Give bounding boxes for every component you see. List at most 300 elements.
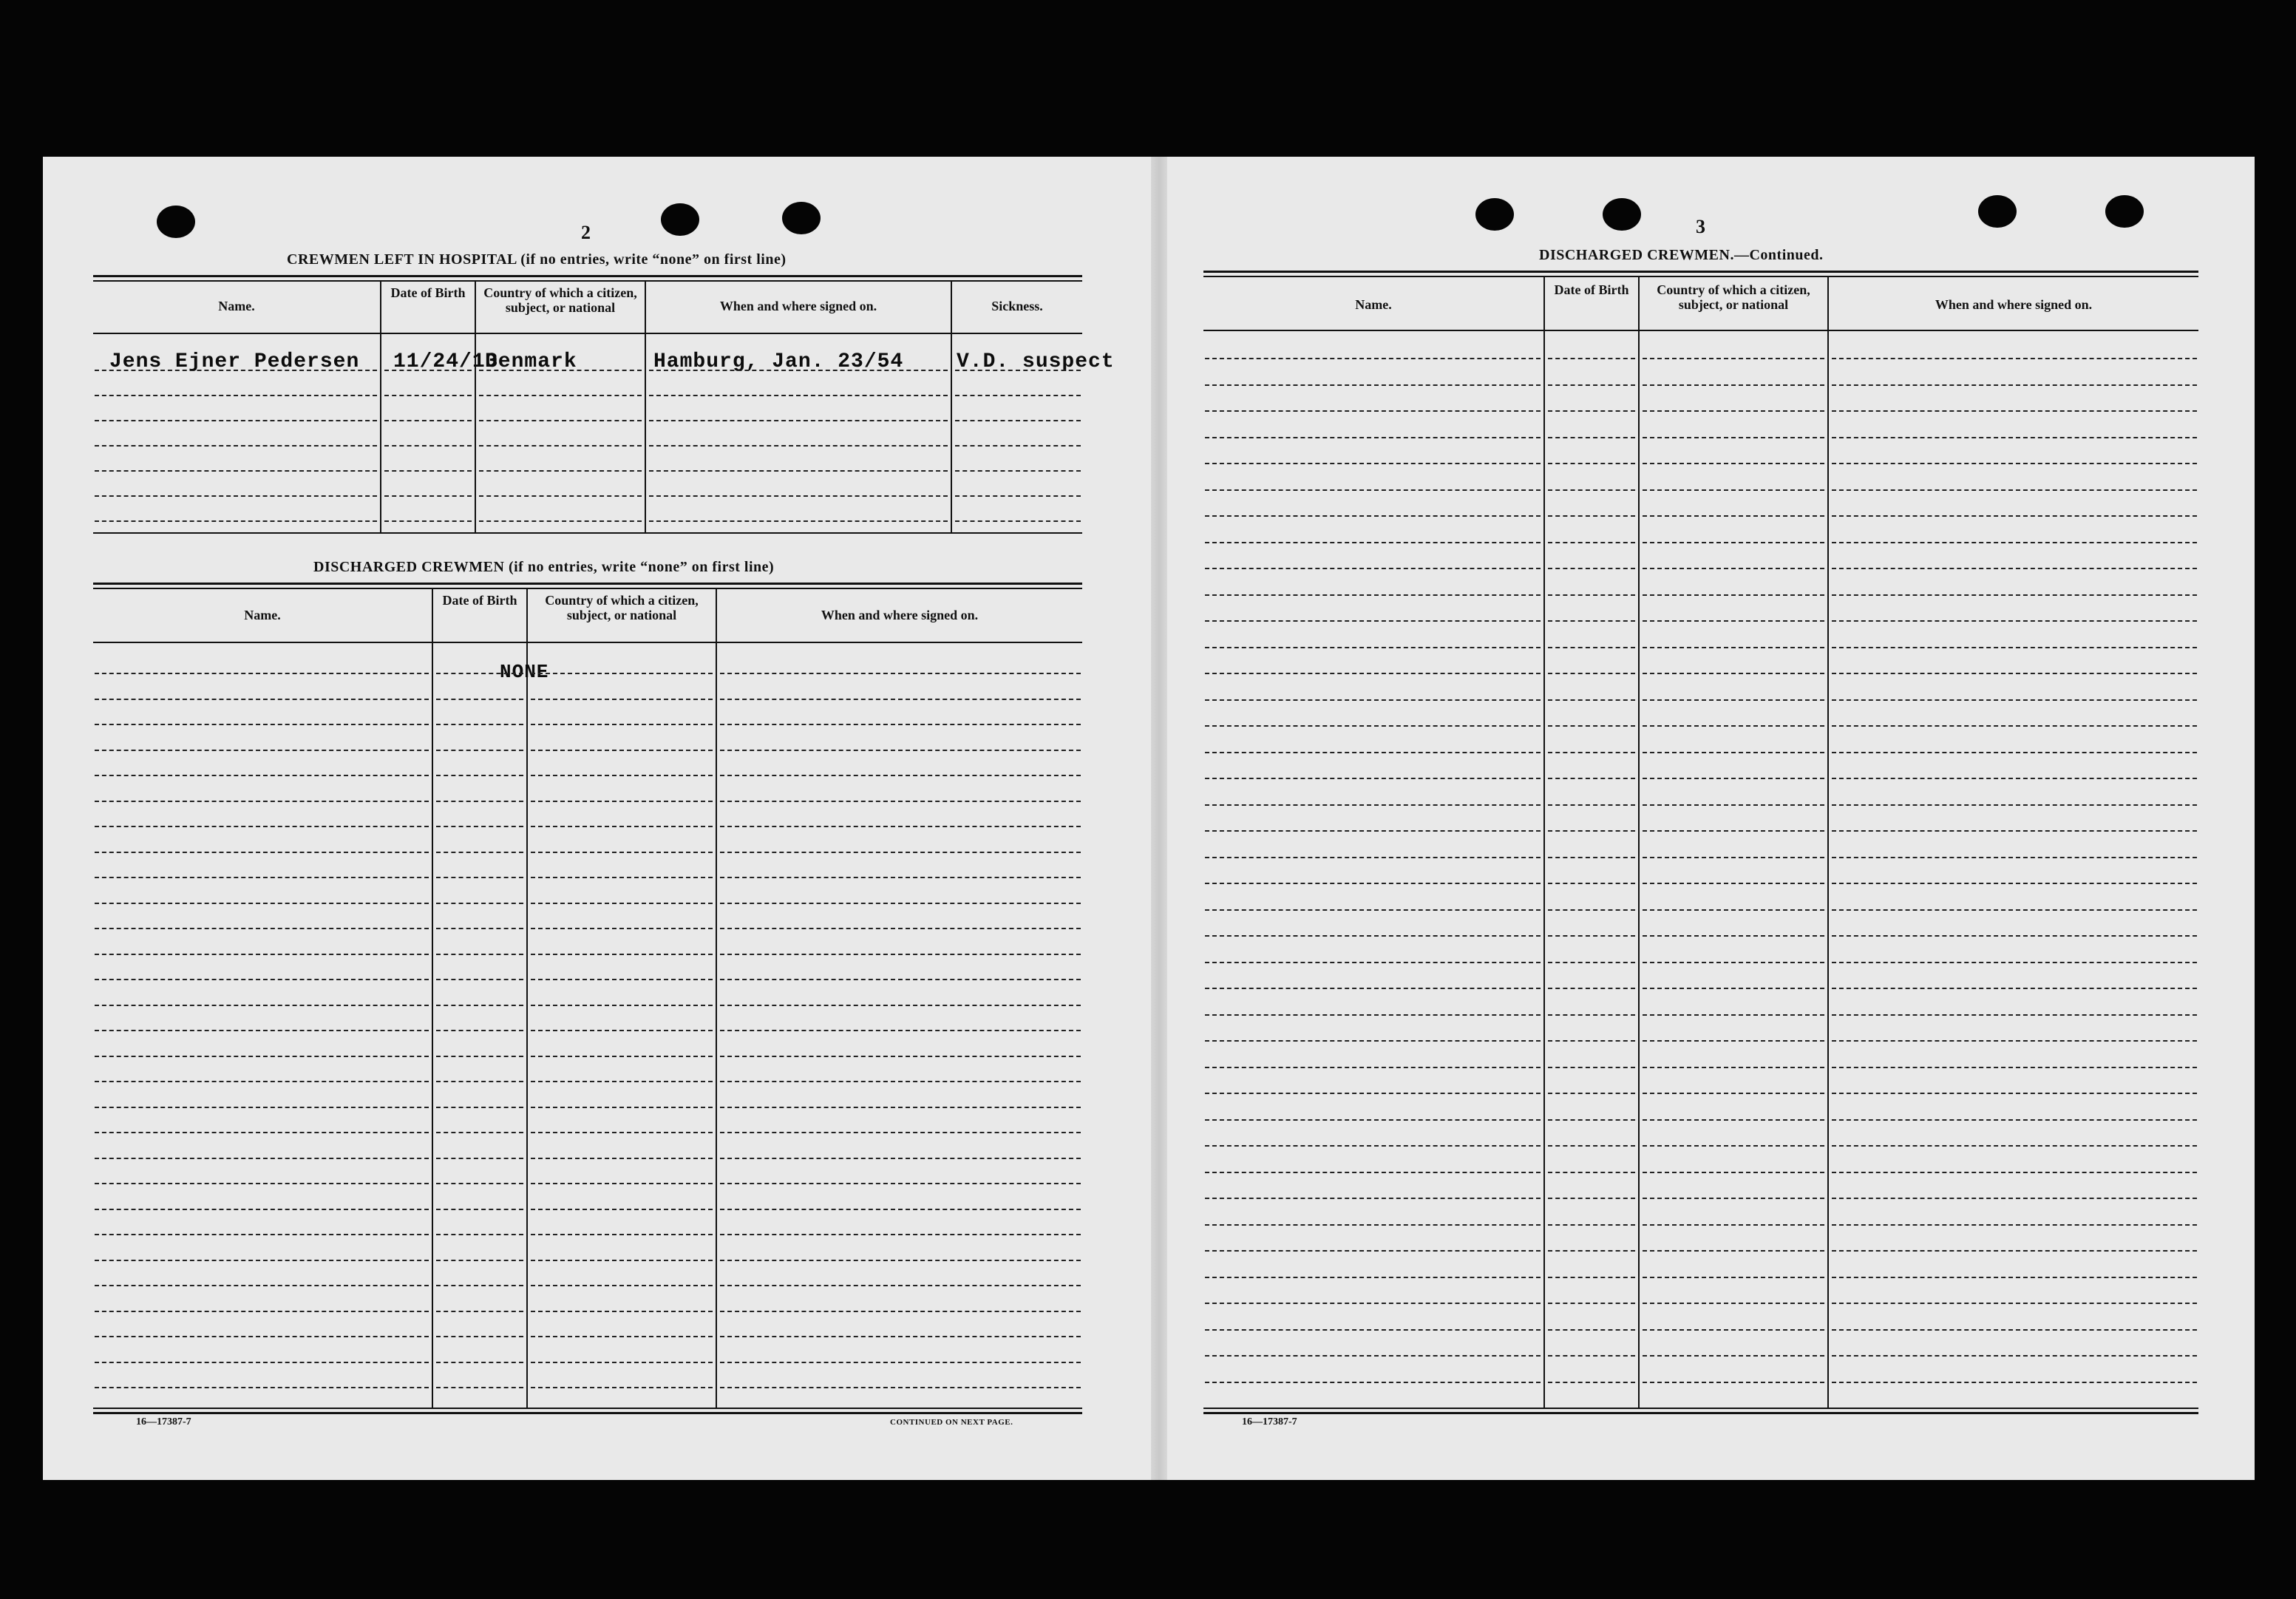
- ruled-line: [955, 370, 1081, 371]
- ruled-line: [95, 954, 429, 955]
- ruled-line: [436, 1158, 523, 1159]
- ruled-line: [1548, 699, 1635, 701]
- ruled-line: [1643, 384, 1824, 386]
- ruled-line: [1832, 594, 2197, 596]
- ruled-line: [1832, 830, 2197, 832]
- ruled-line: [95, 877, 429, 878]
- hospital-section-title: CREWMEN LEFT IN HOSPITAL (if no entries, write “none” on first line): [287, 251, 787, 268]
- ruled-line: [436, 1336, 523, 1337]
- continued-note: CONTINUED ON NEXT PAGE.: [890, 1418, 1013, 1427]
- punch-hole: [1475, 198, 1514, 231]
- ruled-line: [1205, 1303, 1541, 1304]
- ruled-line: [1548, 778, 1635, 779]
- ruled-line: [95, 420, 377, 421]
- ruled-line: [1643, 699, 1824, 701]
- ruled-line: [720, 903, 1081, 904]
- ruled-line: [1205, 752, 1541, 753]
- ruled-line: [1205, 1014, 1541, 1016]
- ruled-line: [95, 801, 429, 802]
- ruled-line: [1548, 1067, 1635, 1068]
- ruled-line: [955, 445, 1081, 447]
- ruled-line: [1832, 1172, 2197, 1173]
- ruled-line: [1643, 935, 1824, 937]
- ruled-line: [720, 1005, 1081, 1006]
- ruled-line: [720, 1056, 1081, 1057]
- ruled-line: [95, 1387, 429, 1388]
- ruled-line: [720, 801, 1081, 802]
- ruled-line: [95, 1081, 429, 1082]
- ruled-line: [95, 699, 429, 700]
- ruled-line: [1205, 1119, 1541, 1121]
- ruled-line: [1205, 568, 1541, 569]
- header-country: Country of which a citizen, subject, or national: [545, 593, 699, 622]
- ruled-line: [1832, 1119, 2197, 1121]
- ruled-line: [95, 673, 429, 674]
- ruled-line: [95, 495, 377, 497]
- ruled-line: [1832, 673, 2197, 674]
- ruled-line: [1205, 437, 1541, 438]
- ruled-line: [720, 1260, 1081, 1261]
- ruled-line: [1548, 909, 1635, 911]
- ruled-line: [436, 699, 523, 700]
- ruled-line: [1548, 410, 1635, 412]
- ruled-line: [1548, 594, 1635, 596]
- header-signed-on: When and where signed on.: [1935, 297, 2093, 312]
- ruled-line: [1205, 594, 1541, 596]
- ruled-line: [1548, 647, 1635, 648]
- ruled-line: [1548, 1303, 1635, 1304]
- ruled-line: [1548, 962, 1635, 963]
- ruled-line: [1643, 437, 1824, 438]
- ruled-line: [1832, 1198, 2197, 1199]
- ruled-line: [1205, 410, 1541, 412]
- ruled-line: [95, 445, 377, 447]
- crewman-sickness: V.D. suspect: [957, 350, 1115, 373]
- ruled-line: [649, 520, 948, 522]
- ruled-line: [720, 1030, 1081, 1031]
- ruled-line: [1643, 1093, 1824, 1094]
- ruled-line: [1643, 1040, 1824, 1042]
- ruled-line: [95, 1056, 429, 1057]
- ruled-line: [1832, 1067, 2197, 1068]
- ruled-line: [95, 775, 429, 776]
- ruled-line: [1205, 1067, 1541, 1068]
- ruled-line: [1643, 725, 1824, 727]
- ruled-line: [1205, 962, 1541, 963]
- ruled-line: [531, 1081, 713, 1082]
- ruled-line: [531, 1260, 713, 1261]
- punch-hole: [2105, 195, 2144, 228]
- ruled-line: [1832, 699, 2197, 701]
- ruled-line: [1832, 437, 2197, 438]
- ruled-line: [1548, 1145, 1635, 1147]
- ruled-line: [720, 928, 1081, 929]
- header-date-of-birth: Date of Birth: [442, 593, 517, 608]
- ruled-line: [1643, 463, 1824, 464]
- ruled-line: [720, 1362, 1081, 1363]
- none-entry: NONE: [500, 661, 549, 683]
- ruled-line: [1548, 935, 1635, 937]
- ruled-line: [531, 979, 713, 980]
- ruled-line: [531, 1030, 713, 1031]
- ruled-line: [1643, 1224, 1824, 1226]
- ruled-line: [1643, 489, 1824, 491]
- ruled-line: [1643, 1119, 1824, 1121]
- ruled-line: [531, 877, 713, 878]
- ruled-line: [1832, 568, 2197, 569]
- ruled-line: [1205, 1277, 1541, 1278]
- ruled-line: [531, 1209, 713, 1210]
- ruled-line: [1205, 489, 1541, 491]
- ruled-line: [1205, 542, 1541, 543]
- ruled-line: [436, 826, 523, 827]
- ruled-line: [436, 928, 523, 929]
- ruled-line: [1205, 1145, 1541, 1147]
- ruled-line: [720, 699, 1081, 700]
- ruled-line: [531, 699, 713, 700]
- ruled-line: [1205, 830, 1541, 832]
- ruled-line: [1832, 1355, 2197, 1357]
- ruled-line: [1832, 778, 2197, 779]
- ruled-line: [531, 826, 713, 827]
- ruled-line: [479, 520, 642, 522]
- ruled-line: [384, 470, 472, 472]
- ruled-line: [1643, 804, 1824, 806]
- ruled-line: [1548, 384, 1635, 386]
- header-country: Country of which a citizen, subject, or national: [1657, 282, 1810, 312]
- ruled-line: [1548, 830, 1635, 832]
- page-number: 3: [1696, 216, 1705, 237]
- ruled-line: [1548, 1329, 1635, 1331]
- document-sheet: [43, 157, 2255, 1480]
- ruled-line: [531, 750, 713, 751]
- ruled-line: [1832, 883, 2197, 884]
- ruled-line: [720, 673, 1081, 674]
- ruled-line: [436, 801, 523, 802]
- ruled-line: [479, 420, 642, 421]
- ruled-line: [1205, 988, 1541, 989]
- ruled-line: [1205, 647, 1541, 648]
- ruled-line: [1548, 620, 1635, 622]
- ruled-line: [720, 1132, 1081, 1133]
- ruled-line: [436, 1234, 523, 1235]
- ruled-line: [1205, 1250, 1541, 1252]
- ruled-line: [95, 395, 377, 396]
- ruled-line: [1548, 1224, 1635, 1226]
- ruled-line: [531, 1132, 713, 1133]
- ruled-line: [531, 1005, 713, 1006]
- ruled-line: [1205, 909, 1541, 911]
- ruled-line: [1205, 1382, 1541, 1383]
- ruled-line: [1832, 358, 2197, 359]
- ruled-line: [720, 852, 1081, 853]
- ruled-line: [384, 520, 472, 522]
- ruled-line: [1643, 673, 1824, 674]
- header-date-of-birth: Date of Birth: [390, 285, 466, 300]
- page-number: 2: [581, 222, 591, 243]
- ruled-line: [1643, 830, 1824, 832]
- ruled-line: [1548, 1119, 1635, 1121]
- ruled-line: [1548, 437, 1635, 438]
- ruled-line: [95, 1336, 429, 1337]
- ruled-line: [531, 1362, 713, 1363]
- ruled-line: [1205, 620, 1541, 622]
- ruled-line: [1832, 515, 2197, 517]
- ruled-line: [1832, 647, 2197, 648]
- ruled-line: [531, 1285, 713, 1286]
- punch-hole: [661, 203, 699, 236]
- ruled-line: [95, 724, 429, 725]
- ruled-line: [720, 1158, 1081, 1159]
- header-country: Country of which a citizen, subject, or national: [483, 285, 637, 315]
- ruled-line: [479, 495, 642, 497]
- ruled-line: [1643, 410, 1824, 412]
- ruled-line: [436, 852, 523, 853]
- ruled-line: [1205, 1093, 1541, 1094]
- ruled-line: [955, 470, 1081, 472]
- ruled-line: [95, 1183, 429, 1184]
- header-name: Name.: [218, 299, 255, 313]
- ruled-line: [1205, 1329, 1541, 1331]
- ruled-line: [531, 673, 713, 674]
- ruled-line: [1832, 1224, 2197, 1226]
- ruled-line: [95, 979, 429, 980]
- ruled-line: [1548, 358, 1635, 359]
- ruled-line: [479, 395, 642, 396]
- header-sickness: Sickness.: [991, 299, 1043, 313]
- ruled-line: [649, 395, 948, 396]
- ruled-line: [1643, 542, 1824, 543]
- ruled-line: [436, 1107, 523, 1108]
- ruled-line: [531, 801, 713, 802]
- ruled-line: [1832, 384, 2197, 386]
- ruled-line: [531, 852, 713, 853]
- ruled-line: [1205, 463, 1541, 464]
- ruled-line: [531, 903, 713, 904]
- crewman-name: Jens Ejner Pedersen: [109, 350, 360, 373]
- ruled-line: [1205, 1198, 1541, 1199]
- ruled-line: [1643, 1329, 1824, 1331]
- ruled-line: [1643, 358, 1824, 359]
- ruled-line: [1832, 1040, 2197, 1042]
- ruled-line: [95, 903, 429, 904]
- ruled-line: [1548, 673, 1635, 674]
- punch-hole: [157, 206, 195, 238]
- ruled-line: [1832, 1329, 2197, 1331]
- header-name: Name.: [1355, 297, 1392, 312]
- ruled-line: [1205, 778, 1541, 779]
- ruled-line: [436, 1387, 523, 1388]
- ruled-line: [720, 724, 1081, 725]
- ruled-line: [1548, 515, 1635, 517]
- ruled-line: [95, 1362, 429, 1363]
- ruled-line: [1832, 725, 2197, 727]
- ruled-line: [1548, 725, 1635, 727]
- ruled-line: [1548, 752, 1635, 753]
- ruled-line: [1832, 962, 2197, 963]
- ruled-line: [1832, 752, 2197, 753]
- ruled-line: [95, 852, 429, 853]
- ruled-line: [720, 1107, 1081, 1108]
- ruled-line: [649, 445, 948, 447]
- ruled-line: [436, 1209, 523, 1210]
- ruled-line: [720, 1387, 1081, 1388]
- ruled-line: [1832, 542, 2197, 543]
- ruled-line: [479, 470, 642, 472]
- ruled-line: [1548, 857, 1635, 858]
- ruled-line: [1643, 962, 1824, 963]
- ruled-line: [436, 979, 523, 980]
- ruled-line: [1832, 1303, 2197, 1304]
- ruled-line: [955, 420, 1081, 421]
- ruled-line: [720, 1285, 1081, 1286]
- ruled-line: [531, 1056, 713, 1057]
- form-number: 16—17387-7: [136, 1416, 191, 1427]
- ruled-line: [1832, 463, 2197, 464]
- ruled-line: [95, 928, 429, 929]
- ruled-line: [95, 1132, 429, 1133]
- ruled-line: [1548, 1382, 1635, 1383]
- crewman-signed-on: Hamburg, Jan. 23/54: [653, 350, 904, 373]
- ruled-line: [1832, 857, 2197, 858]
- discharged-continued-title: DISCHARGED CREWMEN.—Continued.: [1539, 247, 1824, 263]
- ruled-line: [436, 1260, 523, 1261]
- header-name: Name.: [244, 608, 281, 622]
- ruled-line: [436, 1005, 523, 1006]
- ruled-line: [436, 1183, 523, 1184]
- ruled-line: [1643, 515, 1824, 517]
- ruled-line: [720, 775, 1081, 776]
- ruled-line: [1643, 594, 1824, 596]
- ruled-line: [531, 1387, 713, 1388]
- ruled-line: [436, 954, 523, 955]
- ruled-line: [1643, 1303, 1824, 1304]
- ruled-line: [1205, 358, 1541, 359]
- ruled-line: [649, 420, 948, 421]
- ruled-line: [531, 1234, 713, 1235]
- ruled-line: [1643, 1250, 1824, 1252]
- ruled-line: [1205, 1172, 1541, 1173]
- ruled-line: [479, 370, 642, 371]
- ruled-line: [1205, 699, 1541, 701]
- ruled-line: [1832, 489, 2197, 491]
- ruled-line: [531, 1183, 713, 1184]
- ruled-line: [95, 826, 429, 827]
- ruled-line: [1832, 1145, 2197, 1147]
- ruled-line: [1643, 1382, 1824, 1383]
- ruled-line: [531, 1311, 713, 1312]
- crewman-country: Denmark: [485, 350, 577, 373]
- ruled-line: [436, 1030, 523, 1031]
- ruled-line: [1548, 463, 1635, 464]
- ruled-line: [531, 1336, 713, 1337]
- ruled-line: [384, 370, 472, 371]
- ruled-line: [1548, 1277, 1635, 1278]
- ruled-line: [1643, 1067, 1824, 1068]
- ruled-line: [649, 470, 948, 472]
- ruled-line: [95, 1209, 429, 1210]
- ruled-line: [720, 750, 1081, 751]
- header-signed-on: When and where signed on.: [719, 299, 877, 313]
- ruled-line: [436, 1081, 523, 1082]
- ruled-line: [1548, 1250, 1635, 1252]
- ruled-line: [1643, 620, 1824, 622]
- ruled-line: [1205, 384, 1541, 386]
- discharged-section-title: DISCHARGED CREWMEN (if no entries, write “none” on first line): [313, 559, 775, 575]
- ruled-line: [95, 1234, 429, 1235]
- ruled-line: [1832, 620, 2197, 622]
- ruled-line: [649, 370, 948, 371]
- header-date-of-birth: Date of Birth: [1554, 282, 1629, 297]
- punch-hole: [1603, 198, 1641, 231]
- ruled-line: [1643, 1355, 1824, 1357]
- ruled-line: [95, 370, 377, 371]
- ruled-line: [1205, 725, 1541, 727]
- ruled-line: [1832, 410, 2197, 412]
- ruled-line: [1643, 1277, 1824, 1278]
- ruled-line: [436, 877, 523, 878]
- ruled-line: [1548, 1355, 1635, 1357]
- ruled-line: [1643, 857, 1824, 858]
- ruled-line: [436, 750, 523, 751]
- ruled-line: [436, 673, 523, 674]
- ruled-line: [1643, 988, 1824, 989]
- ruled-line: [1548, 804, 1635, 806]
- ruled-line: [95, 1030, 429, 1031]
- ruled-line: [531, 775, 713, 776]
- ruled-line: [1832, 804, 2197, 806]
- ruled-line: [720, 1336, 1081, 1337]
- ruled-line: [1832, 909, 2197, 911]
- ruled-line: [720, 1183, 1081, 1184]
- ruled-line: [95, 750, 429, 751]
- ruled-line: [436, 1311, 523, 1312]
- ruled-line: [1643, 752, 1824, 753]
- ruled-line: [1832, 935, 2197, 937]
- ruled-line: [1205, 515, 1541, 517]
- ruled-line: [1548, 542, 1635, 543]
- ruled-line: [1205, 1040, 1541, 1042]
- ruled-line: [955, 395, 1081, 396]
- ruled-line: [1643, 909, 1824, 911]
- ruled-line: [1205, 883, 1541, 884]
- ruled-line: [1205, 804, 1541, 806]
- ruled-line: [95, 1005, 429, 1006]
- ruled-line: [649, 495, 948, 497]
- page-fold: [1151, 157, 1167, 1480]
- ruled-line: [1643, 883, 1824, 884]
- ruled-line: [1643, 1145, 1824, 1147]
- ruled-line: [720, 1209, 1081, 1210]
- ruled-line: [1832, 1277, 2197, 1278]
- ruled-line: [720, 954, 1081, 955]
- ruled-line: [720, 877, 1081, 878]
- ruled-line: [436, 1132, 523, 1133]
- ruled-line: [531, 724, 713, 725]
- ruled-line: [1548, 1040, 1635, 1042]
- crewman-dob: 11/24/13: [393, 350, 499, 373]
- ruled-line: [95, 1107, 429, 1108]
- ruled-line: [436, 775, 523, 776]
- ruled-line: [436, 1285, 523, 1286]
- ruled-line: [720, 826, 1081, 827]
- ruled-line: [720, 979, 1081, 980]
- ruled-line: [384, 420, 472, 421]
- ruled-line: [1643, 647, 1824, 648]
- ruled-line: [1643, 568, 1824, 569]
- ruled-line: [1548, 1093, 1635, 1094]
- header-signed-on: When and where signed on.: [821, 608, 979, 622]
